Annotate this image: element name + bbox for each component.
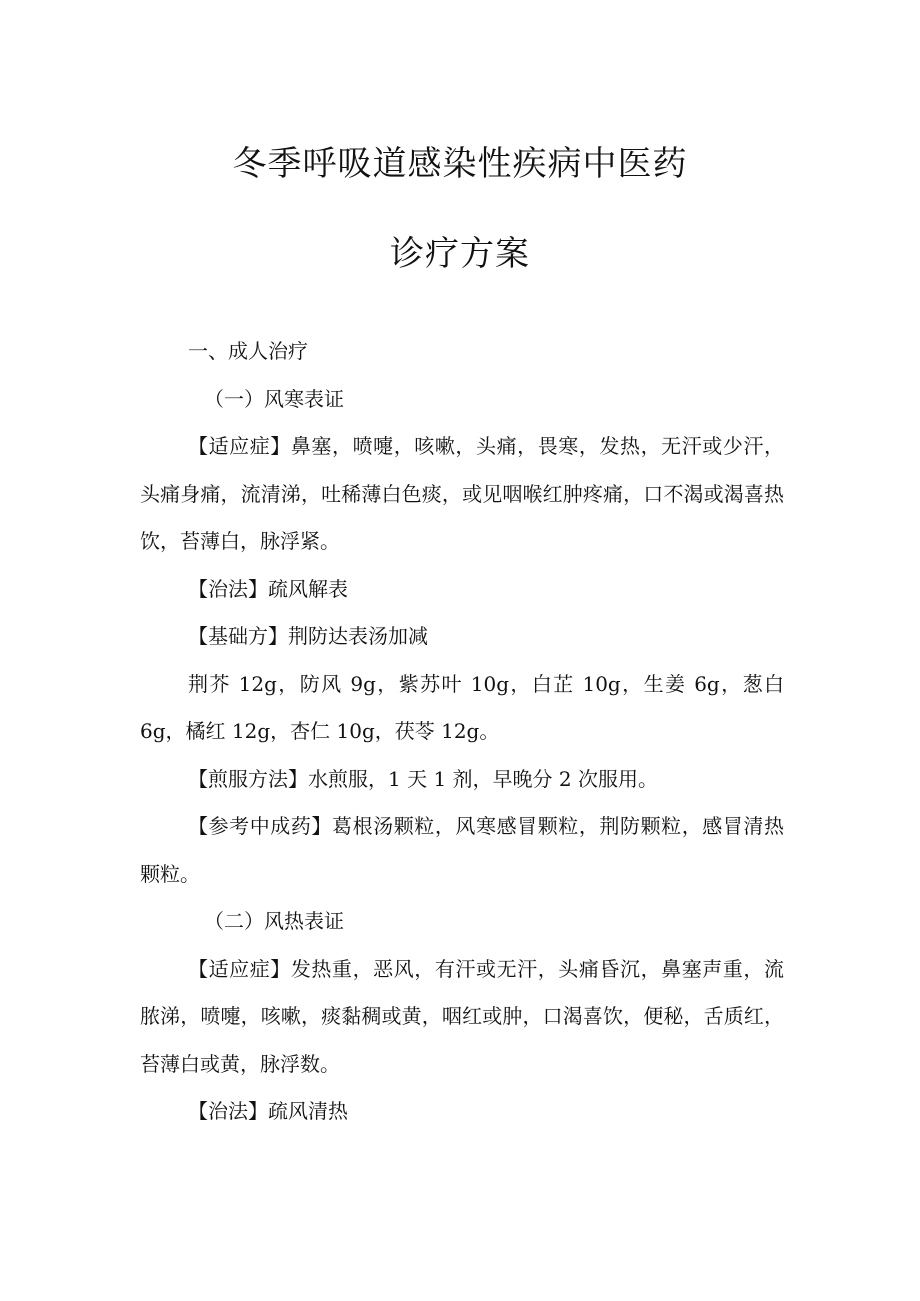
subsection-heading-wind-cold: （一）风寒表证 xyxy=(204,386,344,411)
paragraph-base-formula-wind-cold: 【基础方】荆防达表汤加减 xyxy=(188,624,428,648)
subsection-heading-wind-heat: （二）风热表证 xyxy=(204,909,344,933)
paragraph-reference-medicines-wind-cold: 【参考中成药】葛根汤颗粒，风寒感冒颗粒，荆防颗粒，感冒清热颗粒。 xyxy=(140,814,784,886)
section-heading-adult-treatment: 一、成人治疗 xyxy=(188,339,308,363)
paragraph-formula-ingredients-wind-cold: 荆芥 12g，防风 9g，紫苏叶 10g，白芷 10g，生姜 6g，葱白 6g，橘红 12g，杏仁 10g，茯苓 12g。 xyxy=(140,671,784,743)
paragraph-treatment-method-wind-cold: 【治法】疏风解表 xyxy=(188,576,348,601)
paragraph-indications-wind-heat: 【适应症】发热重，恶风，有汗或无汗，头痛昏沉，鼻塞声重，流脓涕，喷嚏，咳嗽，痰黏稠或黄，咽红或肿，口渴喜饮，便秘，舌质红，苔薄白或黄，脉浮数。 xyxy=(140,956,784,1076)
document-title-line-2: 诊疗方案 xyxy=(390,234,530,274)
paragraph-treatment-method-wind-heat: 【治法】疏风清热 xyxy=(188,1099,348,1123)
paragraph-decoction-method: 【煎服方法】水煎服，1 天 1 剂，早晚分 2 次服用。 xyxy=(188,766,658,791)
document-title-line-1: 冬季呼吸道感染性疾病中医药 xyxy=(232,144,688,184)
paragraph-indications-wind-cold: 【适应症】鼻塞，喷嚏，咳嗽，头痛，畏寒，发热，无汗或少汗，头痛身痛，流清涕，吐稀薄白色痰，或见咽喉红肿疼痛，口不渴或渴喜热饮，苔薄白，脉浮紧。 xyxy=(140,434,784,553)
document-body xyxy=(140,328,784,1136)
